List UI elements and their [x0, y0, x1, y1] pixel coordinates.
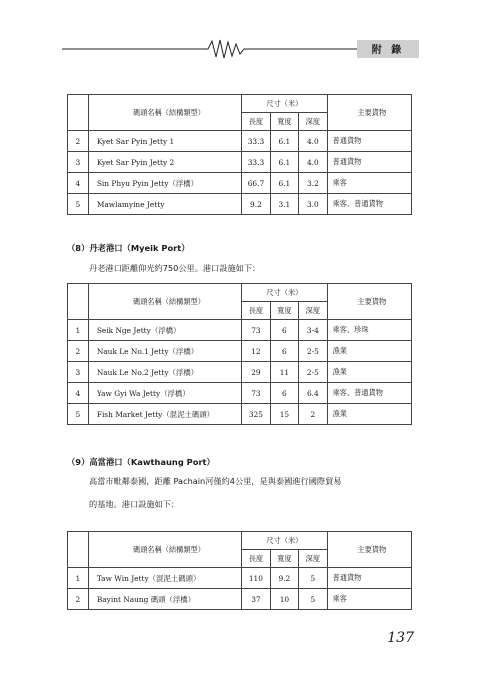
- row-width: 6.1: [270, 152, 298, 173]
- table-row: [68, 568, 412, 589]
- row-cargo: 普通貨物: [327, 131, 411, 152]
- table-row: [68, 320, 412, 341]
- table-row: [68, 383, 412, 404]
- row-depth: 3.2: [299, 173, 327, 194]
- header-name: 碼頭名稱（結構類型）: [88, 532, 241, 568]
- row-depth: 4.0: [299, 152, 327, 173]
- header-cargo: 主要貨物: [327, 532, 411, 568]
- header-depth: 深度: [299, 302, 327, 320]
- header-no-cell: [68, 532, 89, 568]
- row-depth: 6.4: [299, 383, 327, 404]
- header-size-group: 尺寸（米）: [242, 284, 327, 302]
- row-length: 33.3: [242, 131, 270, 152]
- row-name: Mawlamyine Jetty: [88, 194, 241, 215]
- header-no-cell: [68, 95, 89, 131]
- header-size-group: 尺寸（米）: [242, 532, 327, 550]
- header-length: 長度: [242, 113, 270, 131]
- row-length: 110: [242, 568, 270, 589]
- myeik-jetty-table: [67, 283, 412, 425]
- section-9-title: （9）高當港口（Kawthaung Port）: [67, 457, 215, 467]
- header-wave-decoration: [62, 36, 362, 64]
- row-no: 2: [68, 131, 89, 152]
- row-name: Taw Win Jetty（混泥土碼頭）: [88, 568, 241, 589]
- header-depth: 深度: [299, 550, 327, 568]
- row-width: 6: [270, 320, 298, 341]
- row-name: Kyet Sar Pyin Jetty 1: [88, 131, 241, 152]
- row-length: 12: [242, 341, 270, 362]
- row-width: 15: [270, 404, 298, 425]
- jetty-table-continued: [67, 94, 412, 215]
- row-width: 9.2: [270, 568, 298, 589]
- header-name: 碼頭名稱（結構類型）: [88, 284, 241, 320]
- header-depth: 深度: [299, 113, 327, 131]
- row-no: 3: [68, 152, 89, 173]
- table-row: [68, 362, 412, 383]
- row-cargo: 乘客、珍珠: [327, 320, 411, 341]
- row-depth: 2: [299, 404, 327, 425]
- page-header: [62, 36, 418, 64]
- row-width: 6.1: [270, 131, 298, 152]
- table-row: [68, 194, 412, 215]
- row-depth: 3.0: [299, 194, 327, 215]
- header-width: 寬度: [270, 113, 298, 131]
- row-width: 3.1: [270, 194, 298, 215]
- row-cargo: 漁業: [327, 404, 411, 425]
- table-header-row: [68, 532, 412, 550]
- row-name: Bayint Naung 碼頭（浮橋）: [88, 589, 241, 610]
- row-cargo: 乘客、普通貨物: [327, 383, 411, 404]
- section-9-paragraph-line2: 的基地。港口設施如下：: [89, 499, 180, 509]
- row-name: Fish Market Jetty（混泥土碼頭）: [88, 404, 241, 425]
- row-depth: 3-4: [299, 320, 327, 341]
- header-cargo: 主要貨物: [327, 284, 411, 320]
- row-no: 4: [68, 173, 89, 194]
- row-name: Yaw Gyi Wa Jetty（浮橋）: [88, 383, 241, 404]
- row-length: 73: [242, 383, 270, 404]
- row-cargo: 漁業: [327, 341, 411, 362]
- row-depth: 2-5: [299, 362, 327, 383]
- table-row: [68, 152, 412, 173]
- row-width: 10: [270, 589, 298, 610]
- row-depth: 5: [299, 589, 327, 610]
- row-no: 2: [68, 341, 89, 362]
- table-row: [68, 173, 412, 194]
- row-cargo: 乘客: [327, 173, 411, 194]
- row-no: 5: [68, 404, 89, 425]
- table-row: [68, 404, 412, 425]
- row-length: 66.7: [242, 173, 270, 194]
- row-name: Seik Nge Jetty（浮橋）: [88, 320, 241, 341]
- header-no-cell: [68, 284, 89, 320]
- row-length: 37: [242, 589, 270, 610]
- row-length: 33.3: [242, 152, 270, 173]
- row-width: 6: [270, 383, 298, 404]
- header-width: 寬度: [270, 550, 298, 568]
- page-number: 137: [387, 630, 414, 646]
- table-row: [68, 341, 412, 362]
- row-no: 1: [68, 568, 89, 589]
- row-name: Nauk Le No.2 Jetty（浮橋）: [88, 362, 241, 383]
- section-8-paragraph: 丹老港口距離仰光約750公里。港口設施如下：: [89, 263, 261, 273]
- header-cargo: 主要貨物: [327, 95, 411, 131]
- row-length: 325: [242, 404, 270, 425]
- section-9-paragraph-line1: 高當市毗鄰泰國，距離 Pachain河僅約4公里，是與泰國進行國際貿易: [89, 476, 342, 486]
- row-width: 11: [270, 362, 298, 383]
- row-cargo: 普通貨物: [327, 568, 411, 589]
- row-cargo: 普通貨物: [327, 152, 411, 173]
- row-cargo: 乘客: [327, 589, 411, 610]
- table-row: [68, 589, 412, 610]
- row-no: 5: [68, 194, 89, 215]
- appendix-label: 附 錄: [371, 45, 405, 56]
- row-width: 6.1: [270, 173, 298, 194]
- header-length: 長度: [242, 302, 270, 320]
- table-header-row: [68, 284, 412, 302]
- row-cargo: 乘客、普通貨物: [327, 194, 411, 215]
- row-no: 4: [68, 383, 89, 404]
- row-length: 73: [242, 320, 270, 341]
- appendix-tab: [357, 40, 419, 58]
- table-row: [68, 131, 412, 152]
- row-cargo: 漁業: [327, 362, 411, 383]
- header-width: 寬度: [270, 302, 298, 320]
- row-length: 29: [242, 362, 270, 383]
- row-no: 1: [68, 320, 89, 341]
- row-name: Sin Phyu Pyin Jetty（浮橋）: [88, 173, 241, 194]
- row-no: 3: [68, 362, 89, 383]
- row-name: Kyet Sar Pyin Jetty 2: [88, 152, 241, 173]
- row-depth: 5: [299, 568, 327, 589]
- kawthaung-jetty-table: [67, 531, 412, 610]
- header-size-group: 尺寸（米）: [242, 95, 327, 113]
- header-name: 碼頭名稱（結構類型）: [88, 95, 241, 131]
- row-depth: 2-5: [299, 341, 327, 362]
- header-length: 長度: [242, 550, 270, 568]
- row-depth: 4.0: [299, 131, 327, 152]
- row-width: 6: [270, 341, 298, 362]
- table-header-row: [68, 95, 412, 113]
- section-8-title: （8）丹老港口（Myeik Port）: [67, 243, 190, 253]
- row-length: 9.2: [242, 194, 270, 215]
- row-name: Nauk Le No.1 Jetty（浮橋）: [88, 341, 241, 362]
- row-no: 2: [68, 589, 89, 610]
